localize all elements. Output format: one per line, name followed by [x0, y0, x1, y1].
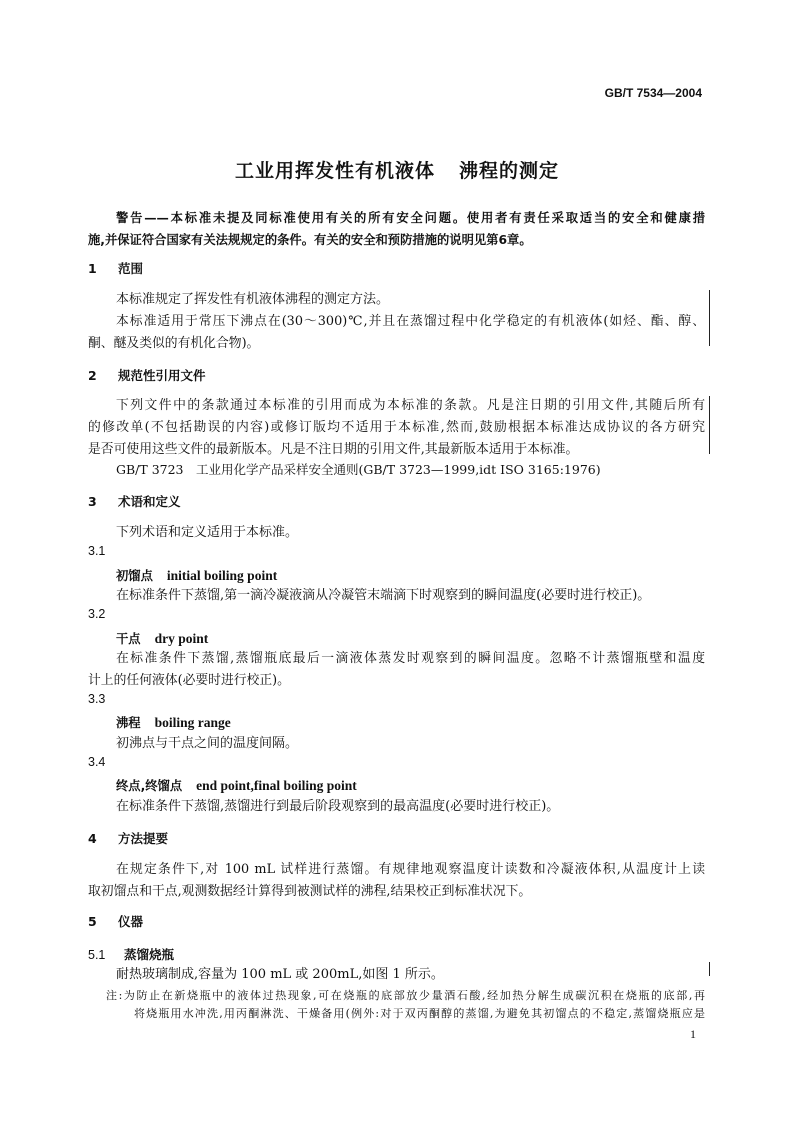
section-number: 2	[88, 368, 97, 383]
term-definition: 在标准条件下蒸馏,蒸馏进行到最后阶段观察到的最高温度(必要时进行校正)。	[116, 799, 560, 814]
section-title: 方法提要	[118, 831, 169, 846]
text-line: 的修改单(不包括勘误的内容)或修订版均不适用于本标准,然而,鼓励根据本标准达成协议的各方研究	[88, 420, 705, 435]
term-number: 3.4	[88, 755, 106, 769]
text-line: 本标准适用于常压下沸点在(30～300)℃,并且在蒸馏过程中化学稳定的有机液体(如烃、酯、醇、	[116, 314, 705, 329]
section-heading-normative-references	[88, 366, 206, 384]
subsection-title: 蒸馏烧瓶	[124, 947, 175, 962]
section-title: 仪器	[118, 914, 144, 929]
section-number: 4	[88, 831, 97, 846]
change-bar	[709, 962, 710, 976]
note-line: 将烧瓶用水冲洗,用丙酮淋洗、干燥备用(例外:对于双丙酮醇的蒸馏,为避免其初馏点的不稳定,蒸馏烧瓶应是	[134, 1007, 705, 1020]
term-title	[116, 566, 277, 584]
section-title: 规范性引用文件	[118, 368, 206, 383]
text-line: 酮、醚及类似的有机化合物)。	[88, 336, 260, 351]
section-number: 1	[88, 261, 97, 276]
subsection-number: 5.1	[88, 948, 106, 962]
section-number: 3	[88, 494, 97, 509]
term-title	[116, 713, 231, 731]
normative-reference: GB/T 3723 工业用化学产品采样安全通则(GB/T 3723—1999,idt ISO 3165:1976)	[116, 462, 601, 477]
scope-paragraph-1: 本标准规定了挥发性有机液体沸程的测定方法。	[116, 292, 390, 307]
text-line: 在规定条件下,对 100 mL 试样进行蒸馏。有规律地观察温度计读数和冷凝液体积,从温度计上读	[116, 862, 705, 877]
section-heading-method	[88, 829, 168, 847]
title-part2: 沸程的测定	[459, 160, 560, 182]
title-part1: 工业用挥发性有机液体	[234, 160, 435, 182]
apparatus-body: 耐热玻璃制成,容量为 100 mL 或 200mL,如图 1 所示。	[116, 967, 444, 982]
normative-paragraph	[88, 395, 705, 461]
section-number: 5	[88, 914, 97, 929]
term-zh: 终点,终馏点	[116, 779, 183, 793]
section-title: 术语和定义	[118, 494, 181, 509]
terms-intro: 下列术语和定义适用于本标准。	[116, 525, 299, 540]
term-number: 3.3	[88, 692, 106, 706]
term-number: 3.2	[88, 607, 106, 621]
text-line: 在标准条件下蒸馏,蒸馏瓶底最后一滴液体蒸发时观察到的瞬间温度。忽略不计蒸馏瓶壁和温度	[116, 651, 705, 666]
method-paragraph	[88, 859, 705, 903]
term-en: end point,final boiling point	[196, 778, 357, 793]
note	[106, 987, 705, 1023]
term-zh: 沸程	[116, 716, 141, 730]
term-en: boiling range	[154, 715, 231, 730]
standard-number: GB/T 7534—2004	[604, 86, 702, 100]
term-title	[116, 776, 357, 794]
text-line: 取初馏点和干点,观测数据经计算得到被测试样的沸程,结果校正到标准状况下。	[88, 884, 532, 899]
text-line: 下列文件中的条款通过本标准的引用而成为本标准的条款。凡是注日期的引用文件,其随后所有	[116, 398, 705, 413]
term-zh: 干点	[116, 632, 141, 646]
change-bar	[709, 396, 710, 454]
term-en: initial boiling point	[166, 568, 278, 583]
warning-line: 施,并保证符合国家有关法规规定的条件。有关的安全和预防措施的说明见第6章。	[88, 233, 532, 247]
section-title: 范围	[118, 261, 144, 276]
subsection-heading	[88, 945, 174, 963]
warning-paragraph	[88, 207, 705, 251]
section-heading-terms	[88, 492, 181, 510]
section-heading-apparatus	[88, 912, 143, 930]
page-title	[0, 156, 794, 183]
term-definition: 初沸点与干点之间的温度间隔。	[116, 736, 299, 751]
section-heading-scope	[88, 259, 143, 277]
term-title	[116, 629, 208, 647]
change-bar	[709, 290, 710, 346]
term-definition: 在标准条件下蒸馏,第一滴冷凝液滴从冷凝管末端滴下时观察到的瞬间温度(必要时进行校正)。	[116, 588, 651, 603]
term-number: 3.1	[88, 544, 106, 558]
term-definition	[88, 648, 705, 692]
page-number: 1	[690, 1027, 696, 1041]
note-line: 注:为防止在新烧瓶中的液体过热现象,可在烧瓶的底部放少量酒石酸,经加热分解生成碳沉积在烧瓶的底部,再	[106, 989, 705, 1002]
warning-line: 警告——本标准未提及同标准使用有关的所有安全问题。使用者有责任采取适当的安全和健康措	[116, 211, 705, 225]
text-line: 是否可使用这些文件的最新版本。凡是不注日期的引用文件,其最新版本适用于本标准。	[88, 442, 579, 457]
scope-paragraph-2	[88, 311, 705, 355]
term-zh: 初馏点	[116, 569, 153, 583]
term-en: dry point	[154, 631, 209, 646]
text-line: 计上的任何液体(必要时进行校正)。	[88, 673, 290, 688]
